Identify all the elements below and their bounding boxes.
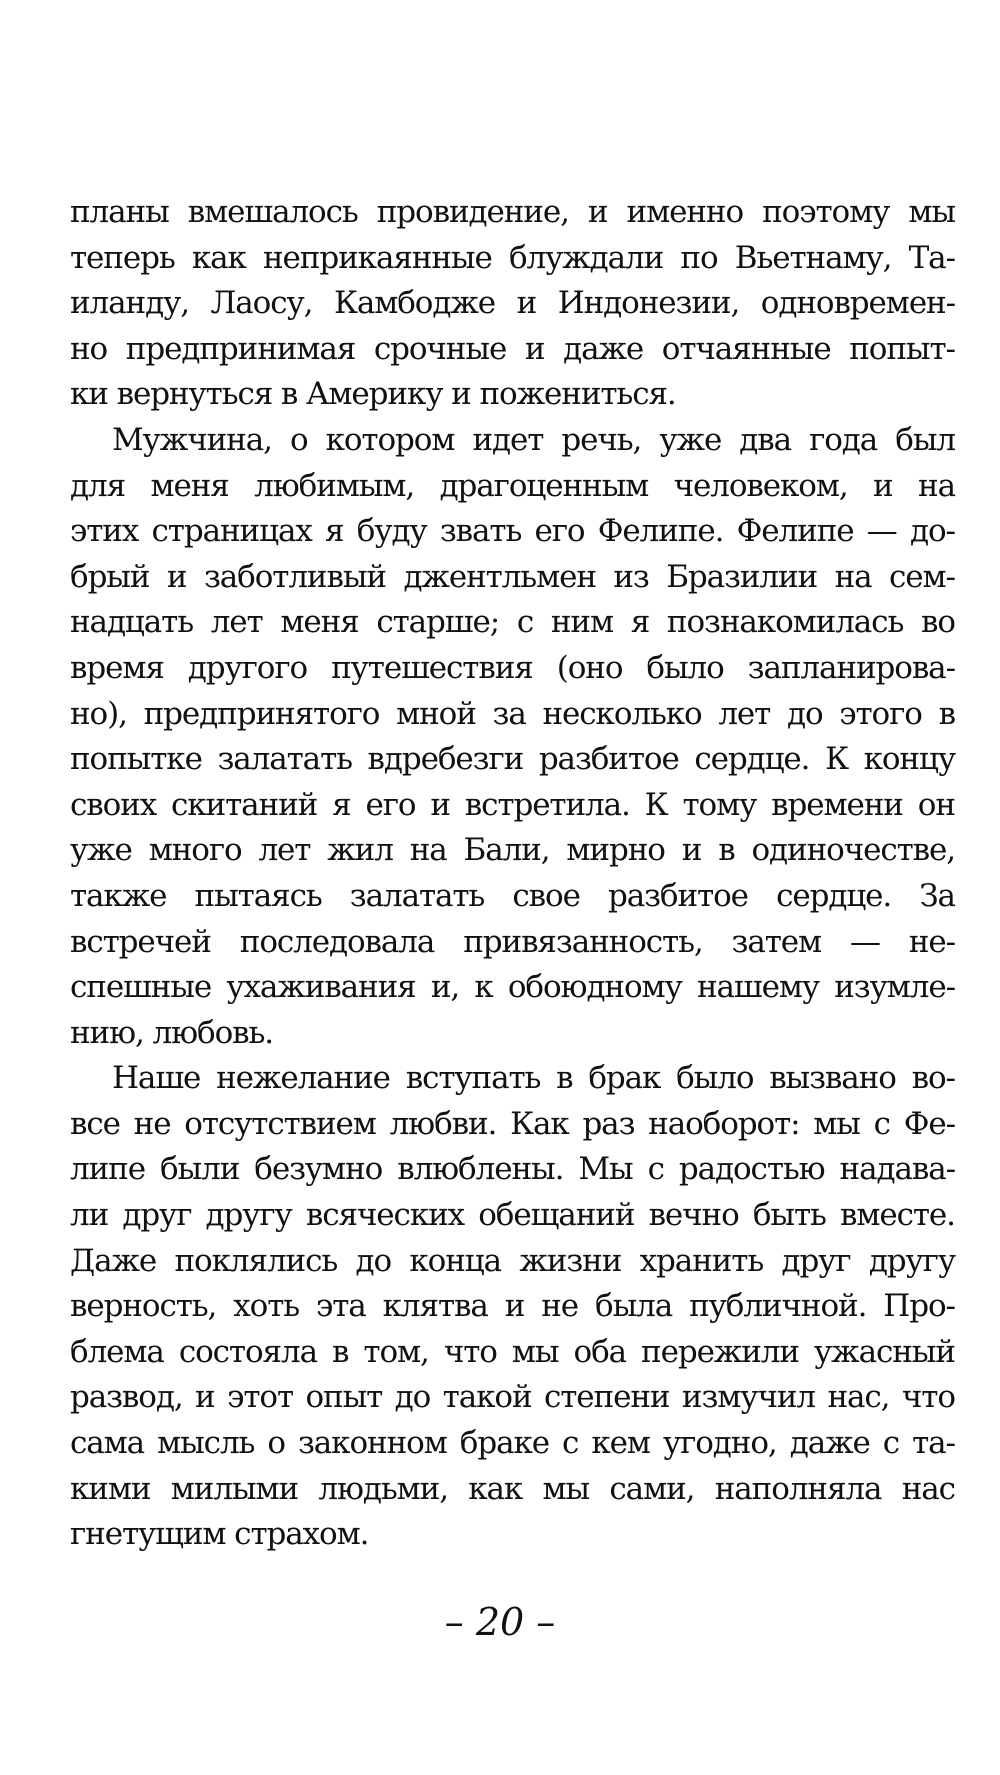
text-line: Мужчина, о котором идет речь, уже два года был: [112, 421, 955, 458]
text-line: планы вмешалось провидение, и именно поэтому мы: [70, 194, 955, 230]
text-line: попытке залатать вдребезги разбитое сердце. К концу: [70, 741, 955, 778]
text-line: кими милыми людьми, как мы сами, наполняла нас: [70, 1470, 955, 1507]
text-line: время другого путешествия (оно было запланирова-: [70, 649, 955, 686]
text-line: но), предпринятого мной за несколько лет до этого в: [70, 695, 955, 732]
text-line: ки вернуться в Америку и пожениться.: [70, 376, 676, 413]
text-line: иланду, Лаосу, Камбодже и Индонезии, одновремен-: [70, 285, 955, 322]
text-line: ли друг другу всяческих обещаний вечно быть вместе.: [70, 1197, 955, 1234]
text-line: спешные ухаживания и, к обоюдному нашему изумле-: [70, 969, 955, 1006]
text-line: также пытаясь залатать свое разбитое сердце. За: [70, 877, 955, 914]
text-line: уже много лет жил на Бали, мирно и в одиночестве,: [70, 832, 955, 869]
text-line: гнетущим страхом.: [70, 1516, 369, 1553]
text-line: Наше нежелание вступать в брак было вызвано во-: [112, 1060, 955, 1097]
text-line: нию, любовь.: [70, 1014, 274, 1051]
text-line: верность, хоть эта клятва и не была публичной. Про-: [70, 1288, 955, 1325]
text-line: надцать лет меня старше; с ним я познакомилась во: [70, 604, 955, 641]
text-line: липе были безумно влюблены. Мы с радостью надава-: [70, 1151, 955, 1188]
text-line: брый и заботливый джентльмен из Бразилии на сем-: [70, 558, 955, 595]
text-line: все не отсутствием любви. Как раз наоборот: мы с Фе-: [70, 1105, 955, 1142]
page-number: – 20 –: [444, 1600, 556, 1644]
text-line: но предпринимая срочные и даже отчаянные попыт-: [70, 330, 955, 367]
text-line: теперь как неприкаянные блуждали по Вьетнаму, Та-: [70, 239, 955, 276]
body-text: [70, 190, 955, 1558]
text-line: встречей последовала привязанность, затем — не-: [70, 923, 955, 960]
text-line: блема состояла в том, что мы оба пережили ужасный: [70, 1333, 955, 1370]
text-line: сама мысль о законном браке с кем угодно, даже с та-: [70, 1425, 955, 1462]
text-line: Даже поклялись до конца жизни хранить друг другу: [70, 1242, 955, 1279]
text-line: для меня любимым, драгоценным человеком, и на: [70, 467, 955, 504]
text-line: развод, и этот опыт до такой степени измучил нас, что: [70, 1379, 955, 1416]
text-line: этих страницах я буду звать его Фелипе. Фелипе — до-: [70, 513, 955, 550]
text-line: своих скитаний я его и встретила. К тому времени он: [70, 786, 955, 823]
